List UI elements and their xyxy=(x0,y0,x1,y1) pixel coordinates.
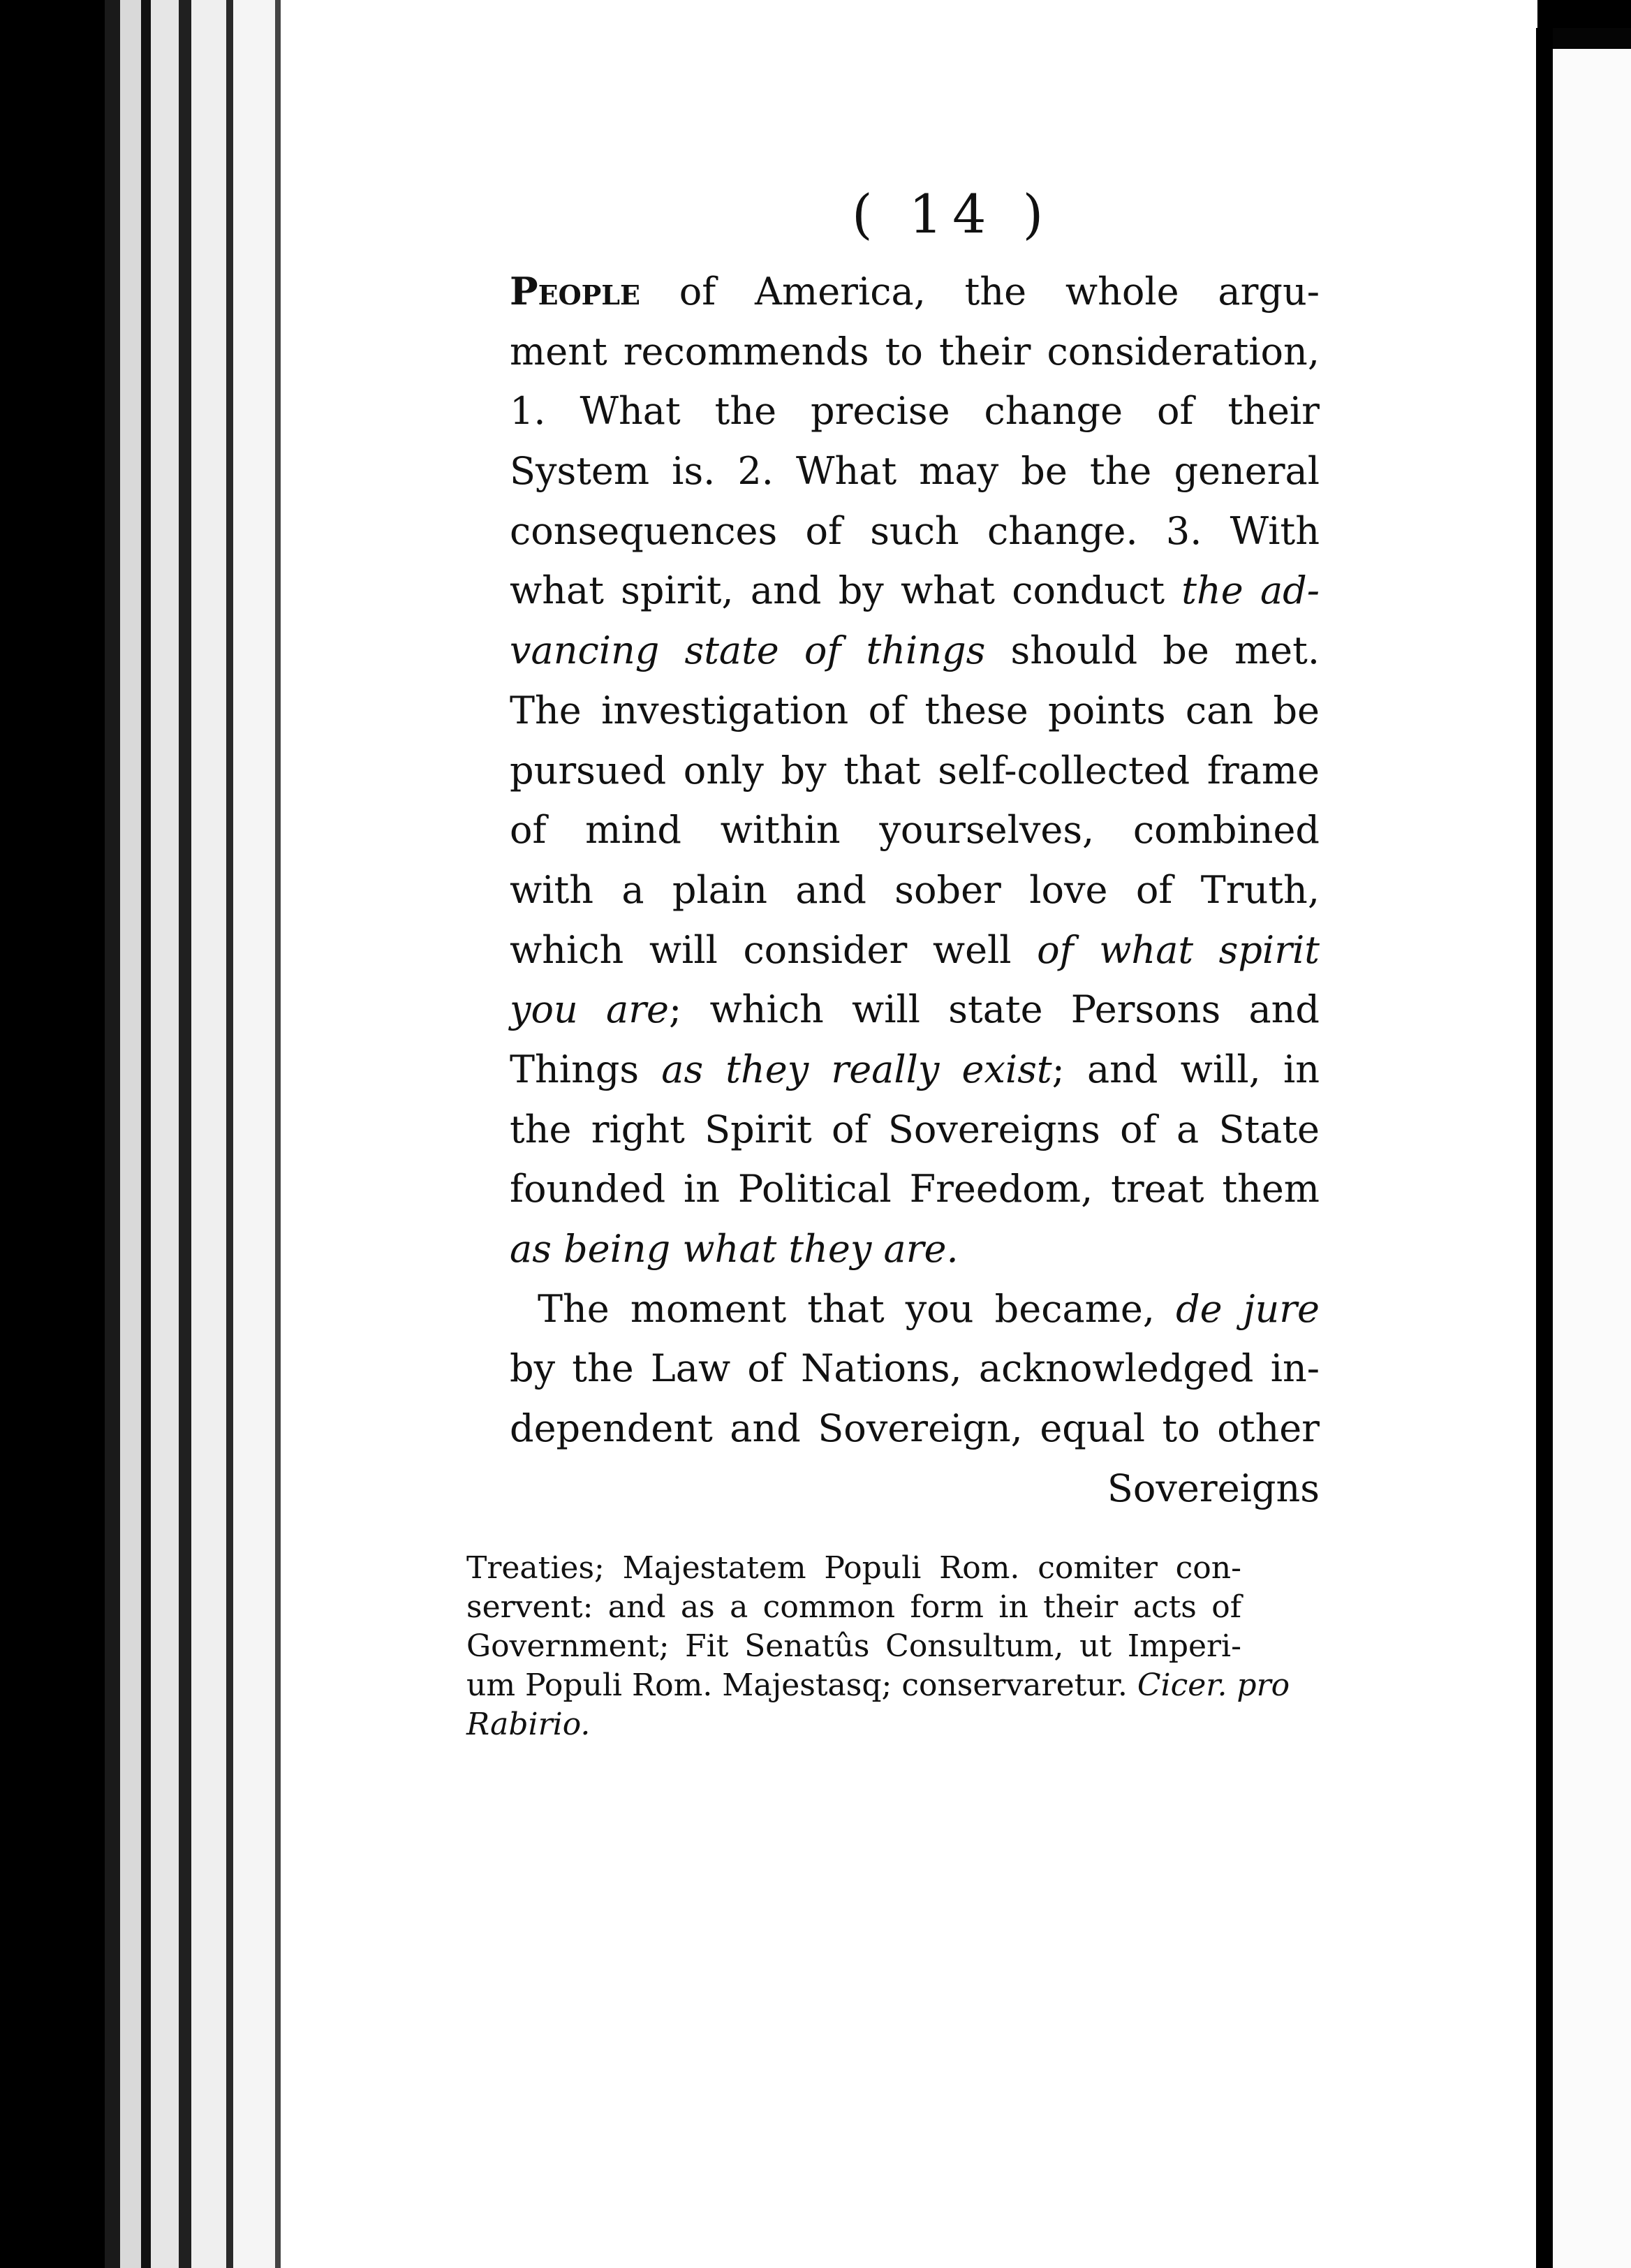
text-line: the right Spirit of Sovereigns of a State xyxy=(510,1107,1320,1151)
page-edge xyxy=(233,0,275,2268)
catchword: Sovereigns xyxy=(1107,1466,1320,1510)
page-edge xyxy=(275,0,281,2268)
facing-page-edge xyxy=(1536,28,1553,2268)
footnote-line: Rabirio. xyxy=(466,1707,591,1742)
text-line: vancing state of things should be met. xyxy=(510,628,1320,673)
footnote-line: Government; Fit Senatûs Consultum, ut Imperi- xyxy=(466,1628,1241,1664)
page-number: ( 14 ) xyxy=(852,183,1054,245)
page-edge xyxy=(226,0,233,2268)
text-line: dependent and Sovereign, equal to other xyxy=(510,1406,1320,1451)
text-line: by the Law of Nations, acknowledged in- xyxy=(510,1346,1320,1391)
text-line: People of America, the whole argu- xyxy=(510,269,1320,314)
text-line: consequences of such change. 3. With xyxy=(510,508,1320,553)
text-line: with a plain and sober love of Truth, xyxy=(510,867,1320,912)
page-edge xyxy=(179,0,191,2268)
text-line: Things as they really exist; and will, in xyxy=(510,1047,1320,1091)
footnote-line: um Populi Rom. Majestasq; conservaretur. Cicer. pro xyxy=(466,1667,1290,1703)
page-edge xyxy=(191,0,226,2268)
text-line: The moment that you became, de jure xyxy=(538,1286,1320,1331)
text-line: The investigation of these points can be xyxy=(510,688,1320,732)
text-line: as being what they are. xyxy=(510,1227,959,1271)
text-line: what spirit, and by what conduct the ad- xyxy=(510,568,1320,613)
page-edge xyxy=(105,0,120,2268)
text-line: System is. 2. What may be the general xyxy=(510,449,1320,494)
footnote-line: Treaties; Majestatem Populi Rom. comiter con- xyxy=(466,1550,1241,1586)
footnote xyxy=(466,1549,1290,1744)
text-line: you are; which will state Persons and xyxy=(510,987,1320,1032)
text-line: pursued only by that self-collected frame xyxy=(510,748,1320,793)
main-text xyxy=(510,262,1320,1518)
page-edge xyxy=(120,0,141,2268)
page-edge xyxy=(151,0,179,2268)
text-line: which will consider well of what spirit xyxy=(510,927,1320,972)
page-edge xyxy=(141,0,151,2268)
facing-page-sliver xyxy=(1551,49,1631,2268)
text-line: 1. What the precise change of their xyxy=(510,389,1320,434)
text-line: of mind within yourselves, combined xyxy=(510,808,1320,853)
text-line: ment recommends to their consideration, xyxy=(510,329,1320,374)
text-line: founded in Political Freedom, treat them xyxy=(510,1167,1320,1212)
footnote-line: servent: and as a common form in their acts of xyxy=(466,1589,1241,1625)
